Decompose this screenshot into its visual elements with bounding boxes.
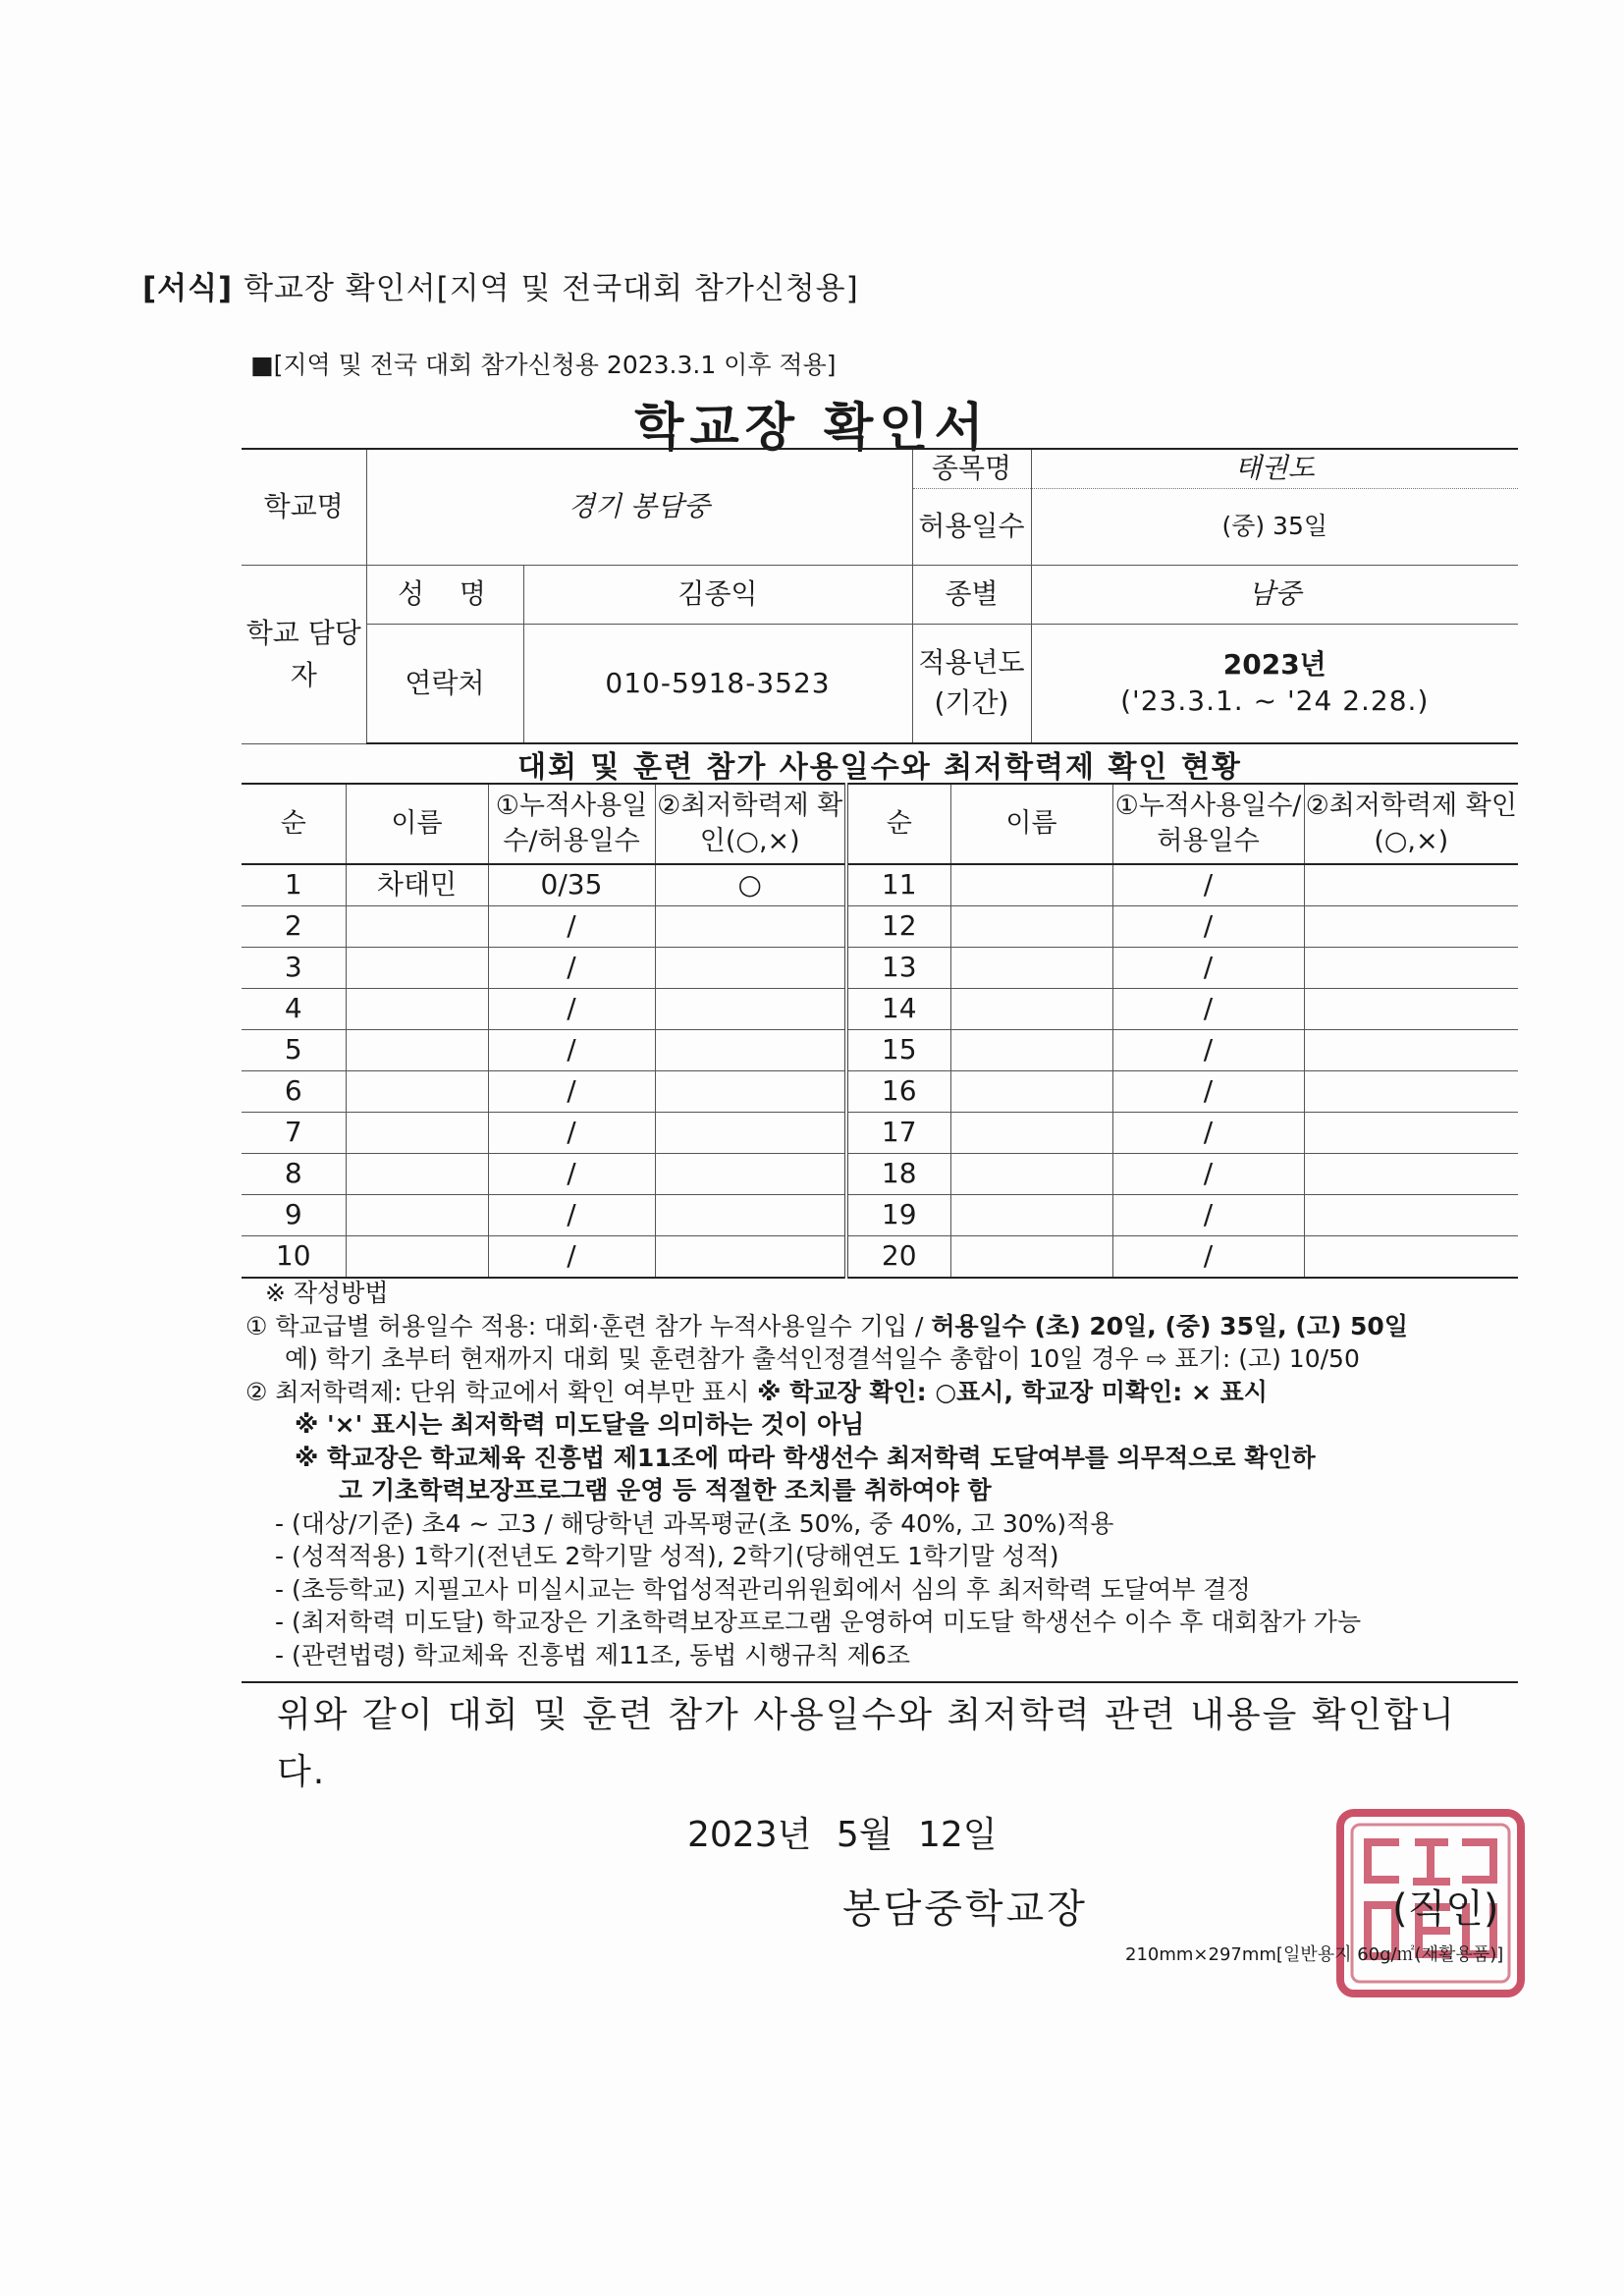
- manager-label: 학교 담당자: [242, 565, 366, 743]
- gender-label: 종별: [912, 565, 1031, 624]
- student-name: [950, 1236, 1112, 1279]
- days-used: /: [1112, 989, 1304, 1030]
- header-no: 순: [242, 784, 346, 864]
- min-academic-check: [655, 1071, 846, 1113]
- status-title: 대회 및 훈련 참가 사용일수와 최저학력제 확인 현황: [517, 750, 1242, 785]
- days-used: 0/35: [488, 864, 655, 906]
- allowed-days-label: 허용일수: [912, 488, 1031, 565]
- contact-label: 연락처: [366, 624, 523, 743]
- min-academic-check: [1304, 1113, 1518, 1154]
- issue-date: [687, 1807, 998, 1857]
- student-name: [950, 989, 1112, 1030]
- period-value: [1031, 624, 1518, 743]
- contact-value: 010-5918-3523: [523, 624, 912, 743]
- student-name: 차태민: [346, 864, 488, 906]
- event-value: 태권도: [1031, 449, 1518, 488]
- period-range: ('23.3.1. ~ '24 2.28.): [1120, 683, 1430, 717]
- student-name: [950, 906, 1112, 948]
- school-info-table: [242, 448, 1518, 744]
- student-name: [950, 864, 1112, 906]
- min-academic-check: [655, 906, 846, 948]
- row-no: 15: [846, 1030, 950, 1071]
- header-check: ②최저학력제 확인(○,×): [1304, 784, 1518, 864]
- days-used: /: [1112, 1113, 1304, 1154]
- table-row: [242, 1195, 1518, 1236]
- min-academic-check: [655, 989, 846, 1030]
- table-row: [242, 948, 1518, 989]
- note-2: ② 최저학력제: 단위 학교에서 확인 여부만 표시 ※ 학교장 확인: ○표시, 학교장 미확인: × 표시: [245, 1377, 1268, 1406]
- student-name: [950, 1071, 1112, 1113]
- student-name: [950, 1195, 1112, 1236]
- days-used: /: [488, 1030, 655, 1071]
- sub-label: ■[지역 및 전국 대회 참가신청용 2023.3.1 이후 적용]: [250, 351, 837, 379]
- note-1-example: 예) 학기 초부터 현재까지 대회 및 훈련참가 출석인정결석일수 총합이 10일 경우 ⇨ 표기: (고) 10/50: [285, 1344, 1360, 1373]
- row-no: 2: [242, 906, 346, 948]
- note-3: ※ '×' 표시는 최저학력 미도달을 의미하는 것이 아님: [295, 1410, 865, 1439]
- student-name: [346, 948, 488, 989]
- event-label: 종목명: [912, 449, 1031, 488]
- student-name: [950, 948, 1112, 989]
- detail-law: - (관련법령) 학교체육 진흥법 제11조, 동법 시행규칙 제6조: [275, 1640, 910, 1669]
- table-row: [242, 864, 1518, 906]
- days-used: /: [488, 1154, 655, 1195]
- notes-heading: ※ 작성방법: [265, 1279, 389, 1307]
- row-no: 9: [242, 1195, 346, 1236]
- note-4b: 고 기초학력보장프로그램 운영 등 적절한 조치를 취하여야 함: [339, 1476, 992, 1504]
- table-row: [242, 1030, 1518, 1071]
- manager-name-value: 김종익: [523, 565, 912, 624]
- instructions: [245, 1277, 1542, 1671]
- min-academic-check: [655, 1195, 846, 1236]
- paper-spec: 210mm×297mm[일반용지 60g/㎡(재활용품)]: [1125, 1944, 1504, 1965]
- detail-target: - (대상/기준) 초4 ~ 고3 / 해당학년 과목평균(초 50%, 중 40%, 고 30%)적용: [275, 1508, 1114, 1538]
- student-name: [346, 906, 488, 948]
- header-days: ①누적사용일수/허용일수: [488, 784, 655, 864]
- row-no: 17: [846, 1113, 950, 1154]
- header-name: 이름: [950, 784, 1112, 864]
- student-name: [346, 1113, 488, 1154]
- min-academic-check: [655, 1113, 846, 1154]
- days-used: /: [1112, 1030, 1304, 1071]
- row-no: 4: [242, 989, 346, 1030]
- student-name: [950, 1030, 1112, 1071]
- period-year: 2023년: [1222, 648, 1326, 682]
- days-used: /: [488, 989, 655, 1030]
- row-no: 19: [846, 1195, 950, 1236]
- row-no: 11: [846, 864, 950, 906]
- row-no: 20: [846, 1236, 950, 1279]
- min-academic-check: [655, 1236, 846, 1279]
- days-used: /: [488, 1195, 655, 1236]
- min-academic-check: [1304, 864, 1518, 906]
- form-tag: [서식]: [142, 271, 234, 306]
- notes-divider: [242, 1681, 1518, 1683]
- row-no: 1: [242, 864, 346, 906]
- min-academic-check: [1304, 1154, 1518, 1195]
- allowed-days-value: (중) 35일: [1031, 488, 1518, 565]
- row-no: 18: [846, 1154, 950, 1195]
- row-no: 3: [242, 948, 346, 989]
- days-used: /: [488, 906, 655, 948]
- row-no: 8: [242, 1154, 346, 1195]
- days-used: /: [488, 1071, 655, 1113]
- manager-name-label: 성 명: [366, 565, 523, 624]
- min-academic-check: [1304, 1236, 1518, 1279]
- min-academic-check: ○: [655, 864, 846, 906]
- row-no: 16: [846, 1071, 950, 1113]
- row-no: 7: [242, 1113, 346, 1154]
- student-name: [346, 1195, 488, 1236]
- min-academic-check: [1304, 948, 1518, 989]
- min-academic-check: [655, 1030, 846, 1071]
- days-used: /: [488, 1236, 655, 1279]
- header-check: ②최저학력제 확인(○,×): [655, 784, 846, 864]
- principal-signature-line: 봉담중학교장: [842, 1886, 1088, 1932]
- detail-elementary: - (초등학교) 지필고사 미실시교는 학업성적관리위원회에서 심의 후 최저학력 도달여부 결정: [275, 1574, 1251, 1604]
- detail-grades: - (성적적용) 1학기(전년도 2학기말 성적), 2학기(당해연도 1학기말 성적): [275, 1542, 1059, 1570]
- form-label: [142, 263, 859, 307]
- min-academic-check: [1304, 1195, 1518, 1236]
- min-academic-check: [1304, 906, 1518, 948]
- days-used: /: [1112, 1154, 1304, 1195]
- school-label: 학교명: [242, 449, 366, 565]
- student-name: [346, 989, 488, 1030]
- min-academic-check: [655, 1154, 846, 1195]
- issue-year: 2023년: [687, 1815, 812, 1855]
- table-row: [242, 1154, 1518, 1195]
- student-name: [346, 1154, 488, 1195]
- days-used: /: [1112, 906, 1304, 948]
- min-academic-check: [1304, 989, 1518, 1030]
- min-academic-check: [655, 948, 846, 989]
- min-academic-check: [1304, 1071, 1518, 1113]
- header-name: 이름: [346, 784, 488, 864]
- header-no: 순: [846, 784, 950, 864]
- detail-below-min: - (최저학력 미도달) 학교장은 기초학력보장프로그램 운영하여 미도달 학생선수 이수 후 대회참가 가능: [275, 1608, 1362, 1636]
- participation-status-table: [242, 783, 1518, 1279]
- status-header-row: [242, 784, 1518, 864]
- row-no: 14: [846, 989, 950, 1030]
- min-academic-check: [1304, 1030, 1518, 1071]
- table-row: [242, 906, 1518, 948]
- student-name: [950, 1113, 1112, 1154]
- table-row: [242, 1113, 1518, 1154]
- issue-month: 5월: [836, 1815, 893, 1855]
- days-used: /: [1112, 1236, 1304, 1279]
- row-no: 12: [846, 906, 950, 948]
- days-used: /: [1112, 1071, 1304, 1113]
- gender-value: 남중: [1031, 565, 1518, 624]
- seal-label: (직인): [1392, 1886, 1499, 1932]
- student-name: [346, 1071, 488, 1113]
- row-no: 10: [242, 1236, 346, 1279]
- days-used: /: [488, 948, 655, 989]
- document-title: 학교장 확인서: [634, 399, 990, 458]
- days-used: /: [1112, 1195, 1304, 1236]
- confirmation-text: 위와 같이 대회 및 훈련 참가 사용일수와 최저학력 관련 내용을 확인합니다.: [277, 1695, 1456, 1792]
- table-row: [242, 989, 1518, 1030]
- student-name: [346, 1030, 488, 1071]
- period-label: 적용년도 (기간): [912, 624, 1031, 743]
- student-name: [950, 1154, 1112, 1195]
- days-used: /: [488, 1113, 655, 1154]
- row-no: 13: [846, 948, 950, 989]
- issue-day: 12일: [918, 1815, 998, 1855]
- table-row: [242, 1071, 1518, 1113]
- row-no: 5: [242, 1030, 346, 1071]
- student-name: [346, 1236, 488, 1279]
- header-days: ①누적사용일수/허용일수: [1112, 784, 1304, 864]
- row-no: 6: [242, 1071, 346, 1113]
- days-used: /: [1112, 864, 1304, 906]
- table-row: [242, 1236, 1518, 1279]
- school-value: 경기 봉담중: [366, 449, 912, 565]
- note-1: ① 학교급별 허용일수 적용: 대회·훈련 참가 누적사용일수 기입 / 허용일수 (초) 20일, (중) 35일, (고) 50일: [245, 1311, 1408, 1340]
- days-used: /: [1112, 948, 1304, 989]
- form-name: 학교장 확인서[지역 및 전국대회 참가신청용]: [244, 271, 859, 306]
- note-4a: ※ 학교장은 학교체육 진흥법 제11조에 따라 학생선수 최저학력 도달여부를 의무적으로 확인하: [295, 1443, 1316, 1472]
